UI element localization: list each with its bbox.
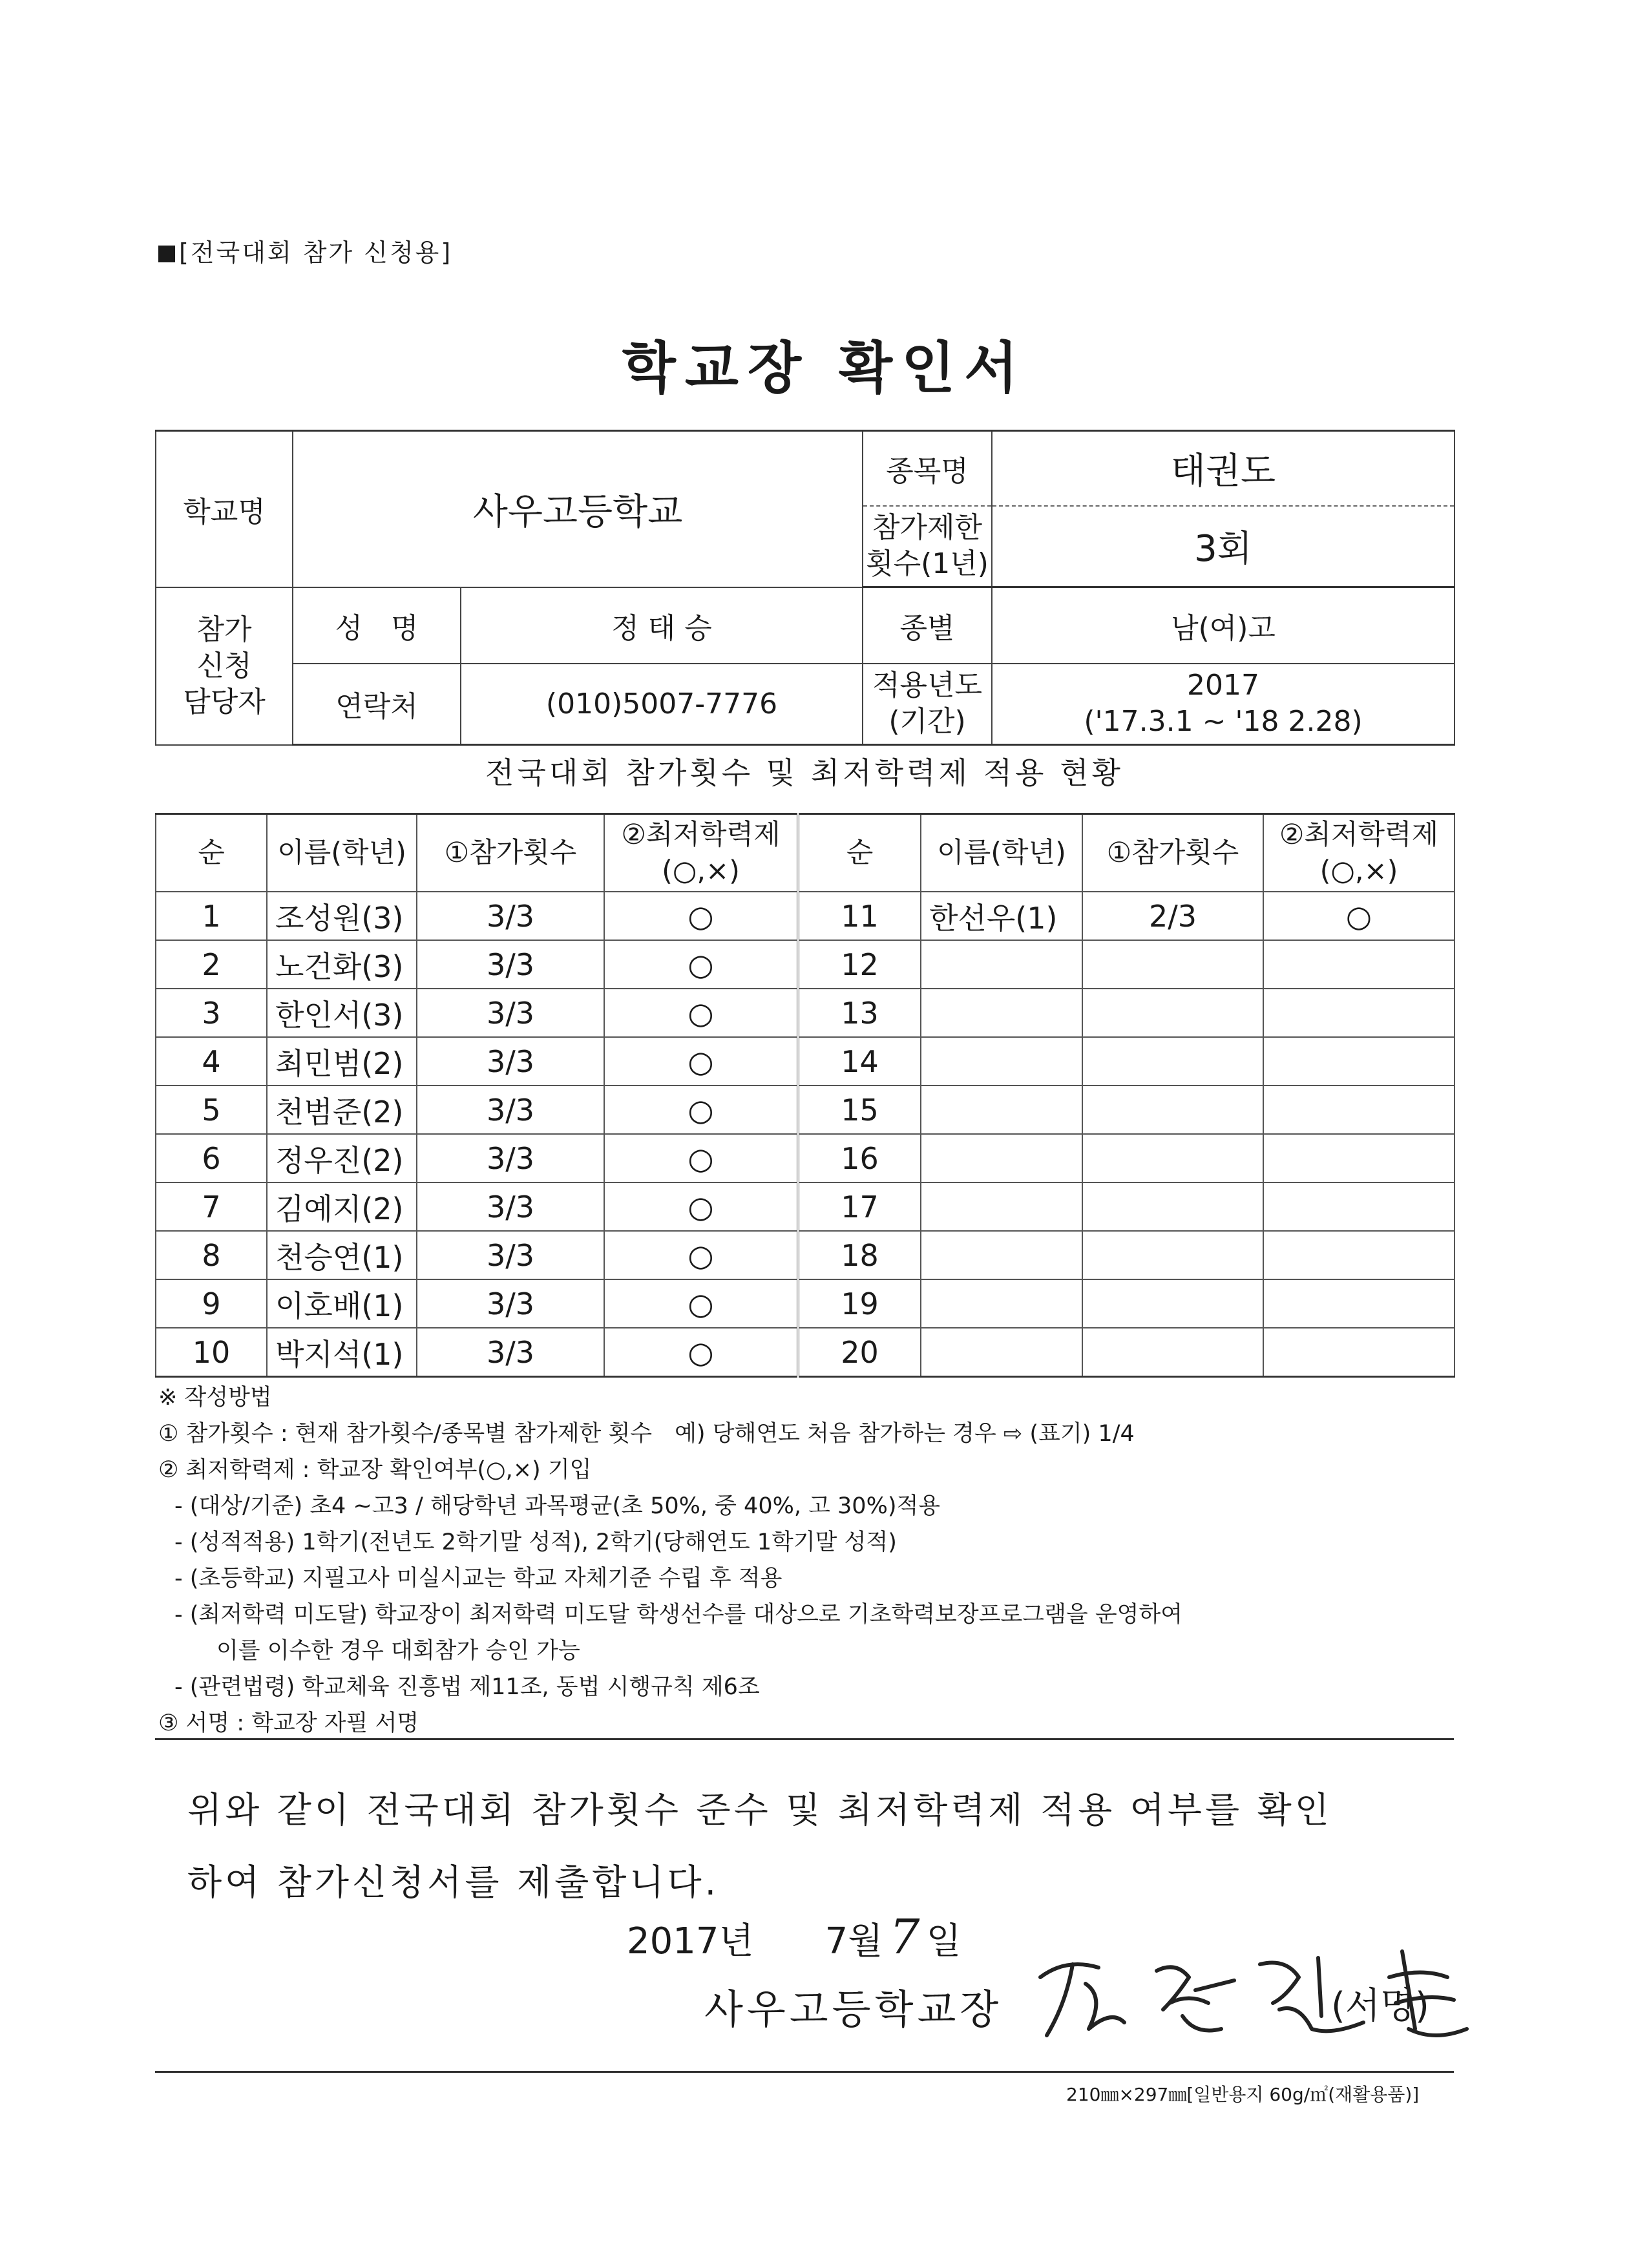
row-no: 6 bbox=[156, 1134, 267, 1182]
row-academic-mark: ○ bbox=[604, 1328, 798, 1377]
row-academic-mark bbox=[1263, 940, 1455, 989]
date-year: 2017년 bbox=[627, 1920, 754, 1962]
table-row bbox=[156, 1328, 1455, 1377]
note-2b: - (성적적용) 1학기(전년도 2학기말 성적), 2학기(당해연도 1학기말 성적) bbox=[174, 1529, 897, 1555]
table-row bbox=[156, 1134, 1455, 1182]
row-no: 11 bbox=[798, 892, 921, 940]
row-count: 3/3 bbox=[417, 940, 604, 989]
row-no: 16 bbox=[798, 1134, 921, 1182]
row-count: 3/3 bbox=[417, 1182, 604, 1231]
row-academic-mark: ○ bbox=[604, 989, 798, 1037]
row-count: 3/3 bbox=[417, 989, 604, 1037]
table-row bbox=[156, 1086, 1455, 1134]
row-name bbox=[921, 1231, 1082, 1279]
roster-table bbox=[155, 813, 1455, 1378]
row-count: 3/3 bbox=[417, 892, 604, 940]
date-day: 7 bbox=[889, 1909, 920, 1965]
row-academic-mark bbox=[1263, 1037, 1455, 1086]
row-academic-mark: ○ bbox=[604, 1279, 798, 1328]
row-name: 천승연(1) bbox=[267, 1231, 417, 1279]
row-count: 3/3 bbox=[417, 1037, 604, 1086]
info-table bbox=[155, 430, 1455, 746]
header-no: 순 bbox=[798, 814, 921, 892]
row-name: 한인서(3) bbox=[267, 989, 417, 1037]
row-name: 조성원(3) bbox=[267, 892, 417, 940]
row-no: 4 bbox=[156, 1037, 267, 1086]
row-academic-mark: ○ bbox=[604, 1086, 798, 1134]
row-name: 최민범(2) bbox=[267, 1037, 417, 1086]
row-count bbox=[1082, 1086, 1263, 1134]
row-no: 8 bbox=[156, 1231, 267, 1279]
year-label: 적용년도 (기간) bbox=[863, 664, 992, 745]
table-row bbox=[156, 1182, 1455, 1231]
note-3: ③ 서명 : 학교장 자필 서명 bbox=[158, 1710, 419, 1736]
row-no: 10 bbox=[156, 1328, 267, 1377]
handwritten-signature bbox=[1027, 1932, 1493, 2055]
row-name: 박지석(1) bbox=[267, 1328, 417, 1377]
row-count bbox=[1082, 1328, 1263, 1377]
page-title: 학교장 확인서 bbox=[622, 336, 1027, 401]
row-no: 1 bbox=[156, 892, 267, 940]
table-row bbox=[156, 989, 1455, 1037]
row-no: 18 bbox=[798, 1231, 921, 1279]
period-text: ('17.3.1 ~ '18 2.28) bbox=[1084, 705, 1363, 739]
statement bbox=[187, 1774, 1332, 1918]
row-no: 17 bbox=[798, 1182, 921, 1231]
row-academic-mark bbox=[1263, 1328, 1455, 1377]
row-name bbox=[921, 1279, 1082, 1328]
paper-spec: 210㎜×297㎜[일반용지 60g/㎡(재활용품)] bbox=[1066, 2084, 1420, 2105]
header-academic: ②최저학력제 (○,×) bbox=[1263, 814, 1455, 892]
gender-label: 종별 bbox=[863, 587, 992, 664]
note-2c: - (초등학교) 지필고사 미실시교는 학교 자체기준 수립 후 적용 bbox=[174, 1566, 782, 1591]
row-academic-mark: ○ bbox=[604, 1134, 798, 1182]
row-count: 3/3 bbox=[417, 1279, 604, 1328]
row-no: 12 bbox=[798, 940, 921, 989]
row-count: 3/3 bbox=[417, 1086, 604, 1134]
row-name bbox=[921, 1086, 1082, 1134]
row-no: 3 bbox=[156, 989, 267, 1037]
row-no: 19 bbox=[798, 1279, 921, 1328]
contact-label: 연락처 bbox=[293, 664, 461, 745]
row-name bbox=[921, 940, 1082, 989]
row-no: 20 bbox=[798, 1328, 921, 1377]
form-tag-text: [전국대회 참가 신청용] bbox=[179, 238, 453, 267]
row-name: 정우진(2) bbox=[267, 1134, 417, 1182]
header-name: 이름(학년) bbox=[921, 814, 1082, 892]
row-count: 3/3 bbox=[417, 1328, 604, 1377]
row-count: 2/3 bbox=[1082, 892, 1263, 940]
header-name: 이름(학년) bbox=[267, 814, 417, 892]
row-academic-mark bbox=[1263, 1279, 1455, 1328]
row-count bbox=[1082, 1231, 1263, 1279]
bottom-rule bbox=[155, 2071, 1454, 2073]
name-value: 정 태 승 bbox=[461, 587, 863, 664]
row-no: 15 bbox=[798, 1086, 921, 1134]
row-name: 이호배(1) bbox=[267, 1279, 417, 1328]
table-row bbox=[156, 1279, 1455, 1328]
row-no: 7 bbox=[156, 1182, 267, 1231]
note-2d: - (최저학력 미도달) 학교장이 최저학력 미도달 학생선수를 대상으로 기초학력보장프로그램을 운영하여 bbox=[174, 1602, 1183, 1628]
row-academic-mark: ○ bbox=[604, 1037, 798, 1086]
instructions-heading: ※ 작성방법 bbox=[158, 1385, 272, 1411]
name-label: 성 명 bbox=[293, 587, 461, 664]
row-no: 13 bbox=[798, 989, 921, 1037]
row-name bbox=[921, 1037, 1082, 1086]
note-2: ② 최저학력제 : 학교장 확인여부(○,×) 기입 bbox=[158, 1457, 592, 1483]
sport-value: 태권도 bbox=[992, 431, 1455, 506]
date-day-suffix: 일 bbox=[926, 1920, 961, 1962]
note-1: ① 참가횟수 : 현재 참가횟수/종목별 참가제한 횟수 예) 당해연도 처음 참가하는 경우 ⇨ (표기) 1/4 bbox=[158, 1421, 1135, 1447]
row-count bbox=[1082, 1134, 1263, 1182]
row-name: 천범준(2) bbox=[267, 1086, 417, 1134]
row-name bbox=[921, 1328, 1082, 1377]
row-count bbox=[1082, 989, 1263, 1037]
row-name: 노건화(3) bbox=[267, 940, 417, 989]
table-row bbox=[156, 892, 1455, 940]
limit-label: 참가제한 횟수(1년) bbox=[863, 506, 992, 587]
row-academic-mark bbox=[1263, 989, 1455, 1037]
row-count bbox=[1082, 940, 1263, 989]
school-name-value: 사우고등학교 bbox=[293, 431, 863, 587]
manager-label: 참가 신청 담당자 bbox=[156, 587, 293, 745]
row-count bbox=[1082, 1182, 1263, 1231]
table-row bbox=[156, 940, 1455, 989]
date-line bbox=[627, 1909, 961, 1965]
instructions bbox=[158, 1380, 1182, 1741]
contact-value: (010)5007-7776 bbox=[461, 664, 863, 745]
row-academic-mark: ○ bbox=[604, 892, 798, 940]
divider bbox=[155, 1738, 1454, 1740]
signer: 사우고등학교장 bbox=[704, 1986, 1003, 2033]
status-title: 전국대회 참가횟수 및 최저학력제 적용 현황 bbox=[485, 755, 1124, 790]
statement-line-1: 위와 같이 전국대회 참가횟수 준수 및 최저학력제 적용 여부를 확인 bbox=[187, 1789, 1332, 1831]
row-name bbox=[921, 1134, 1082, 1182]
header-academic: ②최저학력제 (○,×) bbox=[604, 814, 798, 892]
row-count bbox=[1082, 1279, 1263, 1328]
header-no: 순 bbox=[156, 814, 267, 892]
row-academic-mark bbox=[1263, 1182, 1455, 1231]
header-count: ①참가횟수 bbox=[417, 814, 604, 892]
year-value bbox=[992, 664, 1455, 745]
row-no: 2 bbox=[156, 940, 267, 989]
note-2a: - (대상/기준) 초4 ~고3 / 해당학년 과목평균(초 50%, 중 40%, 고 30%)적용 bbox=[174, 1493, 941, 1519]
year-text: 2017 bbox=[1187, 669, 1259, 702]
statement-line-2: 하여 참가신청서를 제출합니다. bbox=[187, 1862, 720, 1903]
row-count: 3/3 bbox=[417, 1134, 604, 1182]
gender-value: 남(여)고 bbox=[992, 587, 1455, 664]
row-name bbox=[921, 989, 1082, 1037]
form-tag bbox=[158, 233, 452, 268]
school-name-label: 학교명 bbox=[156, 431, 293, 587]
row-no: 14 bbox=[798, 1037, 921, 1086]
row-academic-mark: ○ bbox=[1263, 892, 1455, 940]
date-month: 7월 bbox=[824, 1920, 883, 1962]
row-academic-mark: ○ bbox=[604, 1231, 798, 1279]
row-name: 한선우(1) bbox=[921, 892, 1082, 940]
row-count bbox=[1082, 1037, 1263, 1086]
row-academic-mark: ○ bbox=[604, 1182, 798, 1231]
sign-mark: (서명) bbox=[1331, 1985, 1429, 2027]
note-2e: - (관련법령) 학교체육 진흥법 제11조, 동법 시행규칙 제6조 bbox=[174, 1674, 760, 1700]
limit-value: 3회 bbox=[992, 506, 1455, 587]
row-academic-mark bbox=[1263, 1134, 1455, 1182]
row-name bbox=[921, 1182, 1082, 1231]
row-academic-mark bbox=[1263, 1086, 1455, 1134]
sport-label: 종목명 bbox=[863, 431, 992, 506]
note-2d-cont: 이를 이수한 경우 대회참가 승인 가능 bbox=[216, 1638, 580, 1664]
table-row bbox=[156, 1037, 1455, 1086]
row-count: 3/3 bbox=[417, 1231, 604, 1279]
table-row bbox=[156, 1231, 1455, 1279]
row-no: 5 bbox=[156, 1086, 267, 1134]
row-academic-mark: ○ bbox=[604, 940, 798, 989]
row-name: 김예지(2) bbox=[267, 1182, 417, 1231]
row-no: 9 bbox=[156, 1279, 267, 1328]
header-count: ①참가횟수 bbox=[1082, 814, 1263, 892]
row-academic-mark bbox=[1263, 1231, 1455, 1279]
square-bullet-icon bbox=[158, 246, 175, 262]
